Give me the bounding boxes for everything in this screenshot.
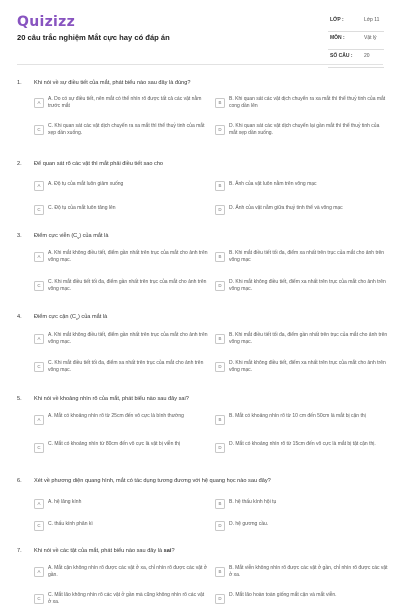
option-text: C. Khi mắt điều tiết tối đa, điểm gần nhất trên trục của mắt cho ảnh trên võng mạc.	[48, 279, 207, 293]
option-text: A. Khi mắt không điều tiết, điểm gần nhất trên trục của mắt cho ảnh trên võng mạc.	[48, 332, 208, 346]
option-letter-badge: B	[215, 252, 225, 262]
question-text: Để quan sát rõ các vật thì mắt phải điều tiết sao cho	[34, 161, 164, 167]
option-b[interactable]	[215, 332, 389, 354]
option-c[interactable]	[34, 203, 208, 217]
option-letter-badge: B	[215, 334, 225, 344]
option-text: C. Khi mắt điều tiết tối đa, điểm xa nhất trên trục của mắt cho ảnh trên võng mạc.	[48, 360, 204, 374]
option-letter-badge: A	[34, 252, 44, 262]
option-letter-badge: C	[34, 594, 44, 604]
option-letter-badge: C	[34, 125, 44, 135]
option-a[interactable]	[34, 96, 208, 118]
option-c[interactable]	[34, 441, 208, 463]
option-text: B. Khi quan sát các vật dịch chuyển ra xa mắt thì thể thuỷ tinh của mắt cong dần lên	[229, 96, 386, 110]
meta-label: SỐ CÂU :	[330, 53, 353, 59]
question-number: 1.	[17, 80, 22, 86]
option-text: A. Khi mắt không điều tiết, điểm gần nhất trên trục của mắt cho ảnh trên võng mạc.	[48, 250, 208, 264]
option-letter-badge: D	[215, 443, 225, 453]
option-d[interactable]	[215, 441, 389, 463]
option-letter-badge: D	[215, 205, 225, 215]
option-letter-badge: A	[34, 499, 44, 509]
option-b[interactable]	[215, 413, 389, 435]
option-letter-badge: D	[215, 125, 225, 135]
option-text: B. hệ thấu kính hội tụ	[229, 499, 277, 505]
option-c[interactable]	[34, 592, 208, 614]
meta-label: MÔN :	[330, 35, 345, 41]
option-text: D. Khi mắt không điều tiết, điểm xa nhất trên trục của mắt cho ảnh trên võng mạc.	[229, 360, 386, 374]
meta-table	[328, 14, 384, 68]
option-text: B. Mắt viễn không nhìn rõ được các vật ở gần, chỉ nhìn rõ được các vật ở xa.	[229, 565, 388, 579]
option-letter-badge: C	[34, 443, 44, 453]
option-a[interactable]	[34, 413, 208, 435]
option-letter-badge: A	[34, 181, 44, 191]
option-c[interactable]	[34, 123, 208, 145]
option-b[interactable]	[215, 179, 389, 193]
option-b[interactable]	[215, 565, 389, 587]
option-d[interactable]	[215, 123, 389, 145]
option-d[interactable]	[215, 360, 389, 382]
quizizz-logo: Quizizz	[17, 14, 76, 30]
option-text: D. hệ gương cầu.	[229, 521, 269, 527]
option-letter-badge: A	[34, 567, 44, 577]
question-number: 5.	[17, 396, 22, 402]
meta-value: 20	[364, 53, 370, 59]
page-title: 20 câu trắc nghiệm Mắt cực hay có đáp án	[17, 33, 170, 42]
question-number: 4.	[17, 314, 22, 320]
option-c[interactable]	[34, 279, 208, 301]
question-text: Xét về phương diện quang hình, mắt có tác dụng tương đương với hệ quang học nào sau đây?	[34, 478, 271, 484]
question-text: Khi nói về các tật của mắt, phát biểu nào sau đây là sai?	[34, 548, 175, 554]
option-text: B. Mắt có khoảng nhìn rõ từ 10 cm đến 50cm là mắt bị cận thị	[229, 413, 366, 419]
question-number: 2.	[17, 161, 22, 167]
meta-value: Lớp 11	[364, 17, 380, 23]
option-letter-badge: C	[34, 205, 44, 215]
option-text: C. Mắt có khoảng nhìn từ 80cm đến vô cực là vật bị viễn thị	[48, 441, 181, 447]
option-b[interactable]	[215, 497, 389, 511]
option-text: D. Mắt có khoảng nhìn rõ từ 15cm đến vô cực là mắt bị tật cận thị.	[229, 441, 376, 447]
option-letter-badge: B	[215, 415, 225, 425]
option-letter-badge: D	[215, 594, 225, 604]
option-text: C. Mắt lão không nhìn rõ các vật ở gần mà cũng không nhìn rõ các vật ở xa.	[48, 592, 205, 606]
meta-row-subject	[328, 32, 384, 50]
meta-label: LỚP :	[330, 17, 344, 23]
option-text: C. Độ tụ của mắt luôn tăng lên	[48, 205, 116, 211]
option-c[interactable]	[34, 519, 208, 533]
option-text: D. Khi quan sát các vật dịch chuyển lại gần mắt thì thể thuỷ tinh của mắt xẹp dần xuống.	[229, 123, 380, 137]
question-text: Điểm cực cận $(C_c)$ của mắt là	[34, 314, 108, 322]
header	[0, 0, 400, 70]
option-text: A. hệ lăng kính	[48, 499, 82, 505]
option-letter-badge: D	[215, 521, 225, 531]
option-letter-badge: B	[215, 567, 225, 577]
option-d[interactable]	[215, 519, 389, 533]
question-number: 3.	[17, 233, 22, 239]
option-b[interactable]	[215, 250, 389, 272]
question-number: 6.	[17, 478, 22, 484]
question-number: 7.	[17, 548, 22, 554]
option-text: C. Khi quan sát các vật dịch chuyển ra xa mắt thì thể thuỷ tinh của mắt xẹp dần xuống.	[48, 123, 205, 137]
meta-value: Vật lý	[364, 35, 377, 41]
option-letter-badge: C	[34, 521, 44, 531]
option-letter-badge: A	[34, 415, 44, 425]
option-a[interactable]	[34, 565, 208, 587]
option-text: A. Độ tụ của mắt luôn giảm xuống	[48, 181, 124, 187]
option-letter-badge: B	[215, 499, 225, 509]
meta-row-count	[328, 50, 384, 68]
option-text: A. Mắt có khoảng nhìn rõ từ 25cm đến vô cực là bình thường	[48, 413, 184, 419]
option-letter-badge: B	[215, 98, 225, 108]
option-a[interactable]	[34, 250, 208, 272]
option-letter-badge: A	[34, 98, 44, 108]
option-a[interactable]	[34, 332, 208, 354]
option-text: A. Mắt cận không nhìn rõ được các vật ở xa, chỉ nhìn rõ được các vật ở gần.	[48, 565, 208, 579]
option-c[interactable]	[34, 360, 208, 382]
option-text: B. Ảnh của vật luôn nằm trên võng mạc	[229, 181, 317, 187]
option-letter-badge: A	[34, 334, 44, 344]
question-text: Khi nói về sự điều tiết của mắt, phát biểu nào sau đây là đúng?	[34, 80, 191, 86]
option-text: B. Khi mắt điều tiết tối đa, điểm gần nhất trên trục của mắt cho ảnh trên võng mạc.	[229, 332, 388, 346]
option-text: D. Ảnh của vật nằm giữa thuỷ tinh thể và võng mạc	[229, 205, 343, 211]
option-text: B. Khi mắt điều tiết tối đa, điểm xa nhất trên trục của mắt cho ảnh trên võng mạc	[229, 250, 385, 264]
question-text: Điểm cực viễn $(C_v)$ của mắt là	[34, 233, 109, 241]
option-letter-badge: B	[215, 181, 225, 191]
option-b[interactable]	[215, 96, 389, 118]
header-divider	[17, 64, 383, 65]
option-letter-badge: D	[215, 362, 225, 372]
option-letter-badge: C	[34, 362, 44, 372]
option-a[interactable]	[34, 497, 208, 511]
option-letter-badge: C	[34, 281, 44, 291]
option-d[interactable]	[215, 203, 389, 217]
option-a[interactable]	[34, 179, 208, 193]
meta-row-class	[328, 14, 384, 32]
option-text: D. Khi mắt không điều tiết, điểm xa nhất trên trục của mắt cho ảnh trên võng mạc.	[229, 279, 386, 293]
option-text: D. Mắt lão hoàn toàn giống mắt cận và mắt viễn.	[229, 592, 337, 598]
question-text: Khi nói về khoảng nhìn rõ của mắt, phát biểu nào sau đây sai?	[34, 396, 189, 402]
option-text: C. thấu kính phân kì	[48, 521, 93, 527]
option-letter-badge: D	[215, 281, 225, 291]
option-text: A. Do có sự điều tiết, nên mắt có thể nhìn rõ được tất cả các vật nằm trước mắt	[48, 96, 202, 110]
option-d[interactable]	[215, 279, 389, 301]
option-d[interactable]	[215, 592, 389, 614]
